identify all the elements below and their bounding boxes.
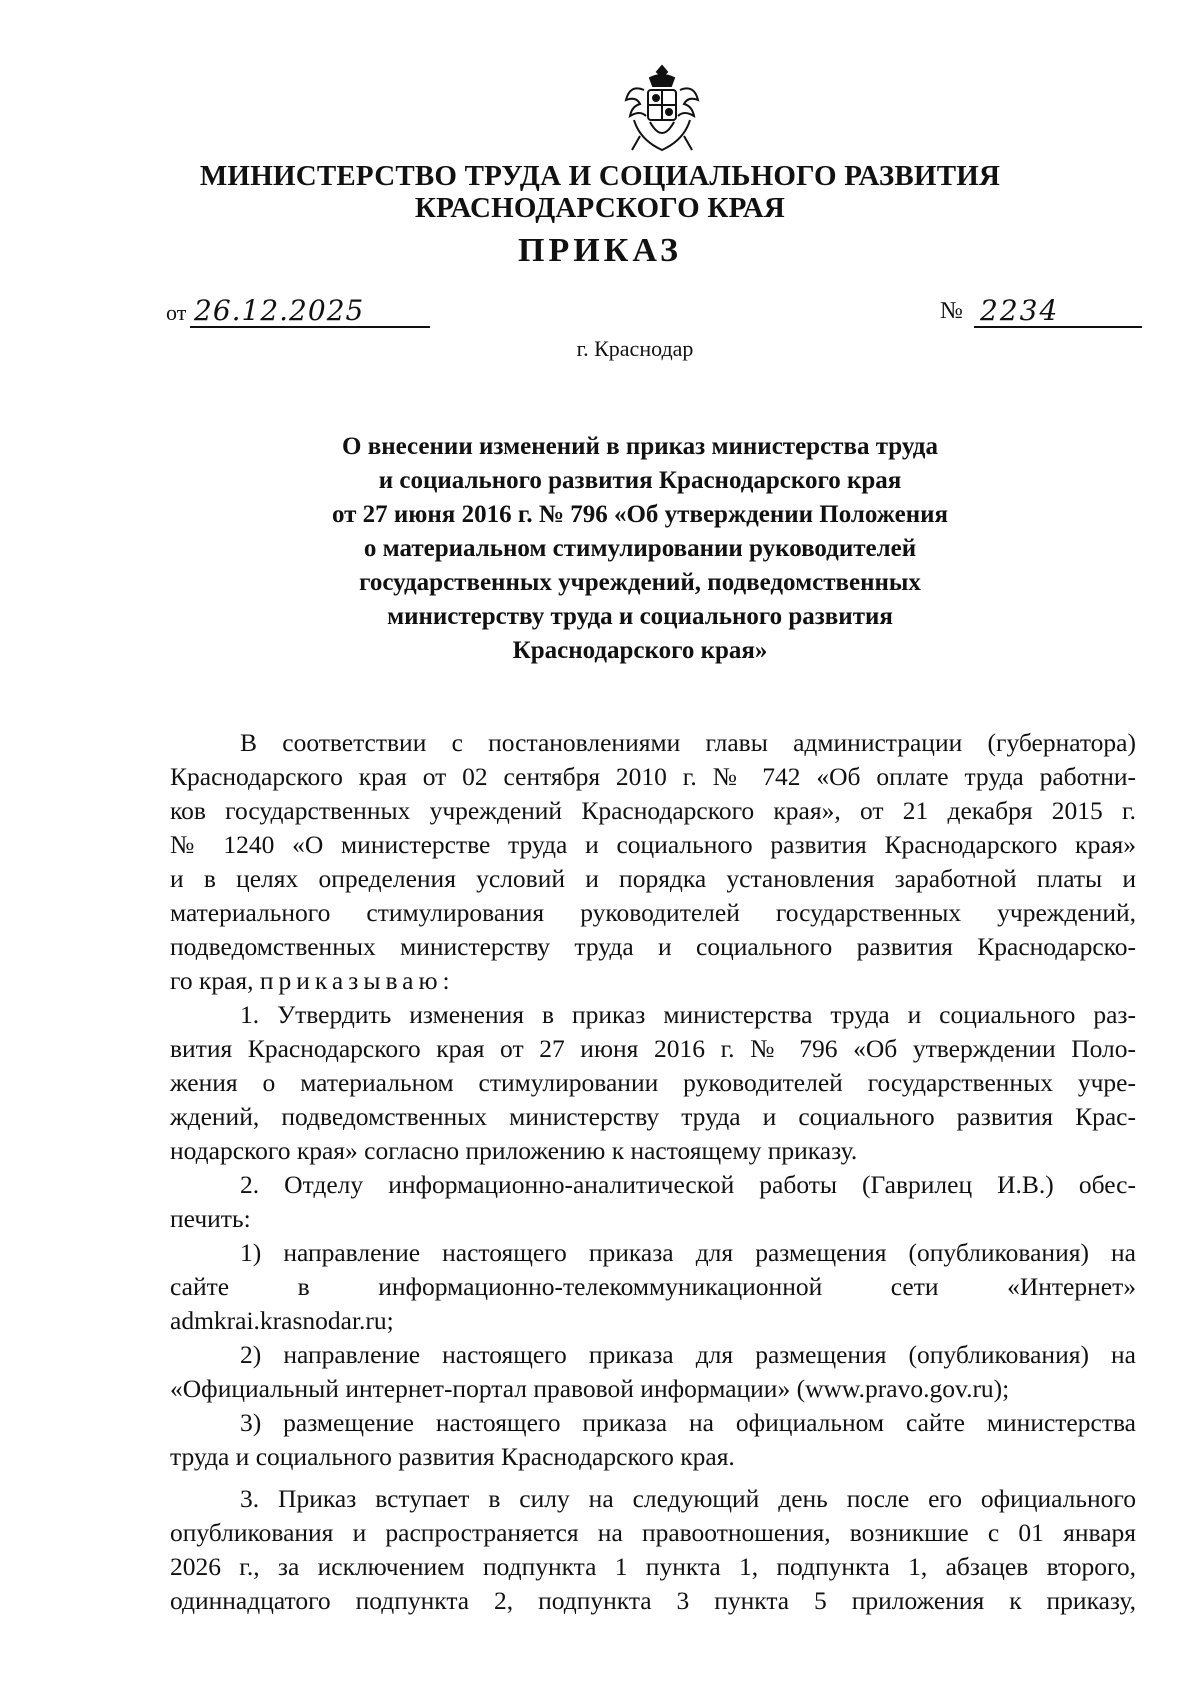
title-line: О внесении изменений в приказ министерства труда	[342, 433, 938, 460]
body-line: 3. Приказ вступает в силу на следующий день после его официального	[240, 1484, 1136, 1513]
title-line: и социального развития Краснодарского края	[378, 467, 902, 494]
order-word: приказываю:	[259, 966, 455, 995]
document-type: ПРИКАЗ	[518, 232, 682, 269]
date-underline	[190, 326, 430, 328]
body-line: материального стимулирования руководителей государственных учреждений,	[170, 898, 1136, 927]
order-number	[940, 294, 1140, 334]
city: г. Краснодар	[576, 336, 694, 361]
document-body	[170, 726, 1136, 1618]
preamble-end: го края,	[170, 966, 254, 995]
item-2-subitem-1	[170, 1236, 1136, 1338]
body-line: «Официальный интернет-портал правовой информации» (www.pravo.gov.ru);	[170, 1374, 1010, 1403]
title-line: Краснодарского края»	[512, 637, 768, 664]
body-line: нодарского края» согласно приложению к настоящему приказу.	[170, 1136, 858, 1165]
body-line: admkrai.krasnodar.ru;	[170, 1306, 394, 1335]
body-line: сайте в информационно-телекоммуникационной сети «Интернет»	[170, 1272, 1136, 1301]
title-line: министерству труда и социального развития	[387, 603, 893, 630]
number-value: 2234	[980, 294, 1060, 327]
preamble-paragraph	[170, 726, 1136, 998]
body-line: одиннадцатого подпункта 2, подпункта 3 пункта 5 приложения к приказу,	[170, 1586, 1136, 1615]
body-line: 2026 г., за исключением подпункта 1 пункта 1, подпункта 1, абзацев второго,	[170, 1552, 1136, 1581]
ministry-name-line1: МИНИСТЕРСТВО ТРУДА И СОЦИАЛЬНОГО РАЗВИТИЯ	[199, 160, 1001, 192]
body-line: печить:	[170, 1204, 251, 1233]
body-line: 2. Отделу информационно-аналитической работы (Гаврилец И.В.) обес-	[240, 1170, 1136, 1199]
title-line: от 27 июня 2016 г. № 796 «Об утверждении Положения	[331, 501, 949, 528]
order-date	[166, 294, 426, 334]
body-line: труда и социального развития Краснодарского края.	[170, 1442, 735, 1471]
item-2-subitem-2	[170, 1338, 1136, 1406]
body-line: 1. Утвердить изменения в приказ министерства труда и социального раз-	[240, 1000, 1136, 1029]
body-line: вития Краснодарского края от 27 июня 2016 г. № 796 «Об утверждении Поло-	[170, 1034, 1136, 1063]
title-line: о материальном стимулировании руководителей	[363, 535, 917, 562]
coat-of-arms-icon	[620, 62, 704, 158]
body-line: № 1240 «О министерстве труда и социального развития Краснодарского края»	[170, 830, 1136, 859]
item-1	[170, 998, 1136, 1168]
date-prefix: от	[166, 300, 187, 325]
body-line: ждений, подведомственных министерству труда и социального развития Крас-	[170, 1102, 1136, 1131]
date-value: 26.12.2025	[194, 294, 365, 327]
number-prefix: №	[940, 298, 963, 324]
body-line	[170, 964, 1136, 998]
ministry-name-line2: КРАСНОДАРСКОГО КРАЯ	[414, 192, 786, 224]
number-underline	[974, 326, 1142, 328]
body-line: В соответствии с постановлениями главы администрации (губернатора)	[240, 728, 1136, 757]
item-2	[170, 1168, 1136, 1236]
title-line: государственных учреждений, подведомственных	[359, 569, 921, 596]
body-line: 2) направление настоящего приказа для размещения (опубликования) на	[240, 1340, 1136, 1369]
body-line: жения о материальном стимулировании руководителей государственных учре-	[170, 1068, 1136, 1097]
body-line: Краснодарского края от 02 сентября 2010 г. № 742 «Об оплате труда работни-	[170, 762, 1136, 791]
body-line: 1) направление настоящего приказа для размещения (опубликования) на	[240, 1238, 1136, 1267]
body-line: ков государственных учреждений Краснодарского края», от 21 декабря 2015 г.	[170, 796, 1136, 825]
body-line: подведомственных министерству труда и социального развития Краснодарско-	[170, 932, 1136, 961]
body-line: опубликования и распространяется на правоотношения, возникшие с 01 января	[170, 1518, 1136, 1547]
item-2-subitem-3	[170, 1406, 1136, 1474]
body-line: 3) размещение настоящего приказа на официальном сайте министерства	[240, 1408, 1136, 1437]
item-3	[170, 1482, 1136, 1618]
body-line: и в целях определения условий и порядка установления заработной платы и	[170, 864, 1136, 893]
document-title	[280, 430, 1000, 668]
